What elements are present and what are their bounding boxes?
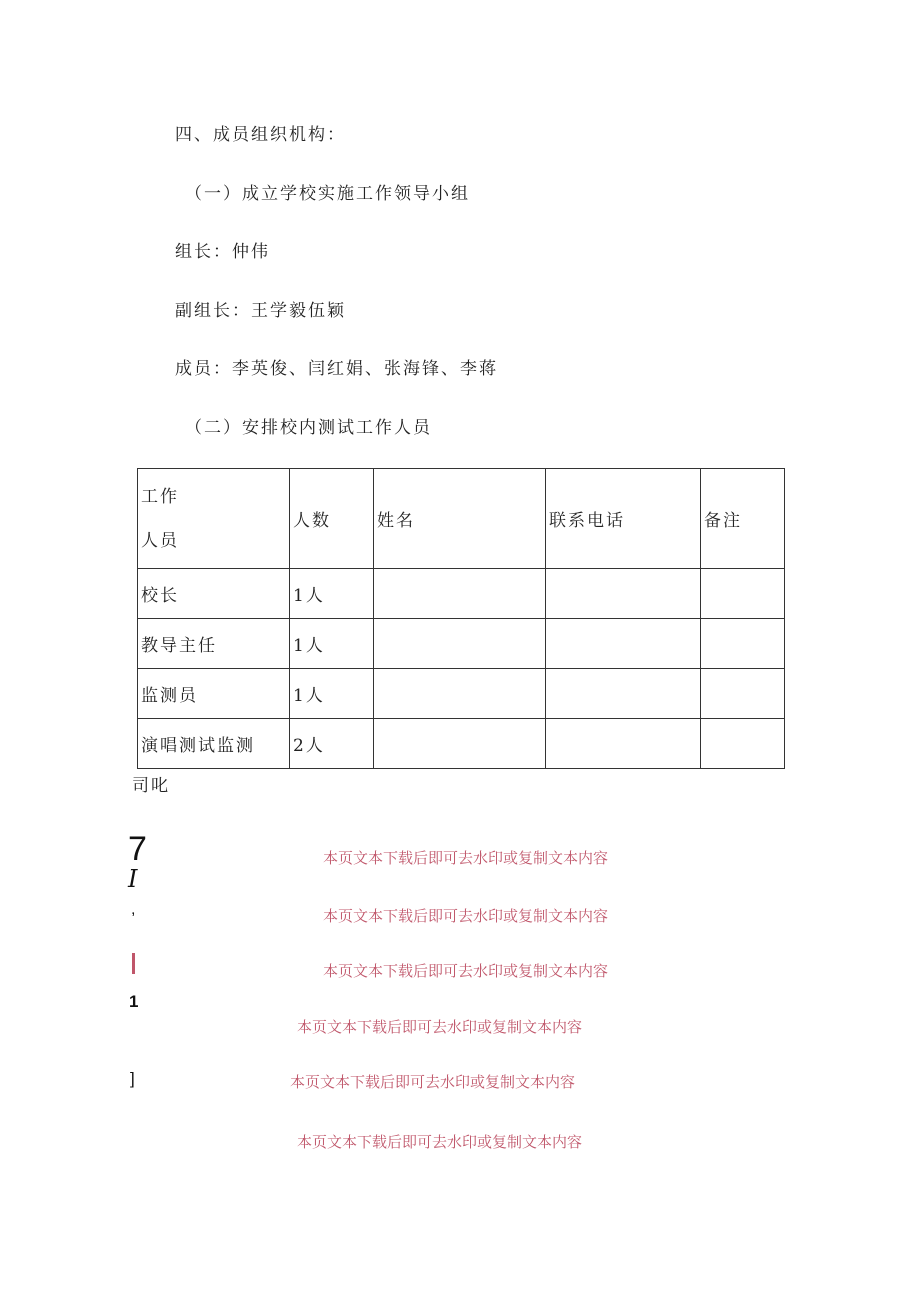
cell-role: 教导主任 bbox=[138, 619, 290, 669]
watermark-text: 本页文本下载后即可去水印或复制文本内容 bbox=[323, 849, 609, 867]
table-row bbox=[138, 719, 785, 769]
watermark-text: 本页文本下载后即可去水印或复制文本内容 bbox=[323, 907, 609, 925]
watermark-text: 本页文本下载后即可去水印或复制文本内容 bbox=[297, 1133, 583, 1151]
stray-mark-comma: , bbox=[131, 901, 136, 918]
watermark-text: 本页文本下载后即可去水印或复制文本内容 bbox=[323, 962, 609, 980]
cell-role: 监测员 bbox=[138, 669, 290, 719]
stray-mark-bracket: ] bbox=[130, 1069, 135, 1088]
cell-note bbox=[701, 569, 785, 619]
cell-note bbox=[701, 719, 785, 769]
cell-phone bbox=[546, 719, 701, 769]
stray-mark-seven: 7 bbox=[128, 830, 147, 868]
table-row bbox=[138, 669, 785, 719]
table-overflow-text: 司叱 bbox=[132, 776, 170, 796]
cell-name bbox=[374, 669, 546, 719]
cell-count: 1人 bbox=[290, 669, 374, 719]
cell-role: 校长 bbox=[138, 569, 290, 619]
pink-bar-mark bbox=[132, 953, 135, 974]
header-role bbox=[138, 469, 290, 569]
cell-count: 1人 bbox=[290, 569, 374, 619]
section-heading: 四、成员组织机构： bbox=[175, 125, 346, 145]
subsection-leadership-group: （一）成立学校实施工作领导小组 bbox=[185, 184, 470, 204]
cell-count: 1人 bbox=[290, 619, 374, 669]
deputy-leader: 副组长：王学毅伍颖 bbox=[175, 301, 346, 321]
table-row bbox=[138, 619, 785, 669]
header-name: 姓名 bbox=[374, 469, 546, 569]
header-role-line2: 人员 bbox=[141, 530, 179, 551]
stray-mark-one: 1 bbox=[129, 992, 139, 1011]
header-count: 人数 bbox=[290, 469, 374, 569]
header-note: 备注 bbox=[701, 469, 785, 569]
subsection-test-staff: （二）安排校内测试工作人员 bbox=[185, 418, 432, 438]
staff-table bbox=[137, 468, 785, 769]
cell-name bbox=[374, 719, 546, 769]
header-phone: 联系电话 bbox=[546, 469, 701, 569]
group-members: 成员：李英俊、闫红娟、张海锋、李蒋 bbox=[175, 359, 498, 379]
watermark-text: 本页文本下载后即可去水印或复制文本内容 bbox=[297, 1018, 583, 1036]
watermark-text: 本页文本下载后即可去水印或复制文本内容 bbox=[290, 1073, 576, 1091]
cell-phone bbox=[546, 669, 701, 719]
cell-note bbox=[701, 619, 785, 669]
cell-phone bbox=[546, 569, 701, 619]
header-role-line1: 工作 bbox=[141, 486, 179, 507]
cell-name bbox=[374, 619, 546, 669]
stray-mark-italic-i: I bbox=[128, 865, 138, 893]
table-row bbox=[138, 569, 785, 619]
cell-name bbox=[374, 569, 546, 619]
cell-role: 演唱测试监测 bbox=[138, 719, 290, 769]
table-header-row bbox=[138, 469, 785, 569]
cell-note bbox=[701, 669, 785, 719]
cell-count: 2人 bbox=[290, 719, 374, 769]
group-leader: 组长：仲伟 bbox=[175, 242, 270, 262]
cell-phone bbox=[546, 619, 701, 669]
